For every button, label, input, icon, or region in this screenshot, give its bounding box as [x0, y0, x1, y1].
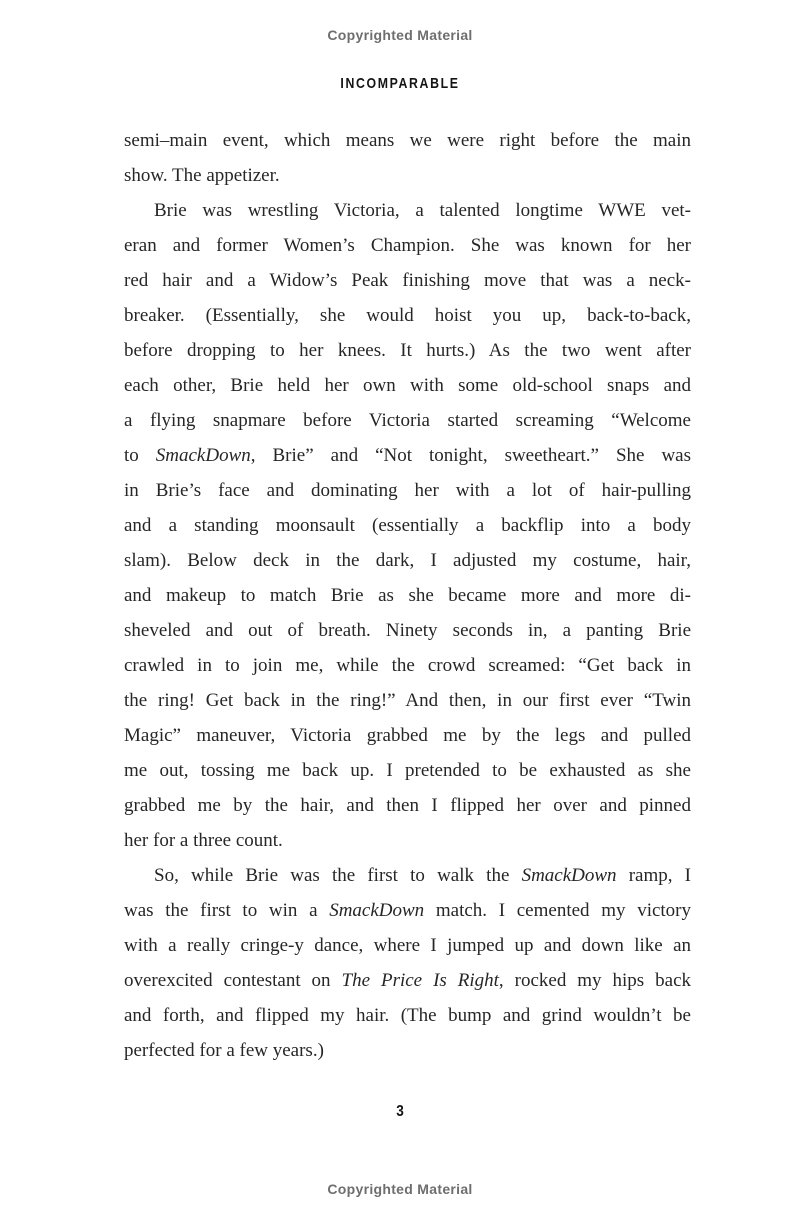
text-line: [124, 543, 691, 578]
text-line: [124, 858, 691, 893]
text-line: [124, 158, 691, 193]
text-line: [124, 298, 691, 333]
text-line: [124, 1033, 691, 1068]
text-line: [124, 228, 691, 263]
line-text: breaker. (Essentially, she would hoist you up, back-to-back,: [124, 305, 691, 326]
line-text: crawled in to join me, while the crowd screamed: “Get back in: [124, 655, 691, 676]
text-line: [124, 263, 691, 298]
line-text: Brie was wrestling Victoria, a talented longtime WWE vet-: [154, 200, 691, 221]
italic-text: SmackDown: [521, 865, 617, 886]
line-text: the ring! Get back in the ring!” And then, in our first ever “Twin: [124, 690, 691, 711]
line-text: red hair and a Widow’s Peak finishing move that was a neck-: [124, 270, 691, 291]
copyright-notice-bottom: Copyrighted Material: [327, 1181, 473, 1197]
line-text: show. The appetizer.: [124, 165, 280, 186]
text-line: [124, 718, 691, 753]
line-text: with a really cringe-y dance, where I jumped up and down like an: [124, 935, 691, 956]
text-line: [124, 473, 691, 508]
text-line: [124, 613, 691, 648]
italic-text: SmackDown: [155, 445, 251, 466]
line-text: semi–main event, which means we were right before the main: [124, 130, 691, 151]
line-text: a flying snapmare before Victoria started screaming “Welcome: [124, 410, 691, 431]
copyright-notice-top: Copyrighted Material: [327, 27, 473, 43]
text-line: [124, 333, 691, 368]
text-line: [124, 928, 691, 963]
text-line: [124, 893, 691, 928]
line-text: and makeup to match Brie as she became more and more di-: [124, 585, 691, 606]
text-line: [124, 368, 691, 403]
line-text: was the first to win a SmackDown match. I cemented my victory: [124, 900, 692, 921]
line-text: slam). Below deck in the dark, I adjusted my costume, hair,: [124, 550, 691, 571]
text-line: [124, 998, 691, 1033]
text-line: [124, 123, 691, 158]
line-text: and a standing moonsault (essentially a backflip into a body: [124, 515, 691, 536]
line-text: So, while Brie was the first to walk the SmackDown ramp, I: [154, 865, 692, 886]
text-line: [124, 823, 691, 858]
line-text: sheveled and out of breath. Ninety seconds in, a panting Brie: [124, 620, 691, 641]
text-line: [124, 403, 691, 438]
text-line: [124, 508, 691, 543]
line-text: in Brie’s face and dominating her with a lot of hair-pulling: [124, 480, 691, 501]
text-line: [124, 438, 691, 473]
italic-text: The Price Is Right: [341, 970, 499, 991]
line-text: grabbed me by the hair, and then I flipped her over and pinned: [124, 795, 691, 816]
text-line: [124, 963, 691, 998]
line-text: overexcited contestant on The Price Is Right, rocked my hips back: [124, 970, 692, 991]
text-line: [124, 193, 691, 228]
line-text: to SmackDown, Brie” and “Not tonight, sweetheart.” She was: [124, 445, 692, 466]
line-text: eran and former Women’s Champion. She was known for her: [124, 235, 691, 256]
line-text: each other, Brie held her own with some old-school snaps and: [124, 375, 691, 396]
running-header-book-title: INCOMPARABLE: [340, 75, 460, 92]
body-text: [124, 123, 691, 1068]
line-text: her for a three count.: [124, 830, 283, 851]
line-text: me out, tossing me back up. I pretended to be exhausted as she: [124, 760, 691, 781]
text-line: [124, 648, 691, 683]
line-text: Magic” maneuver, Victoria grabbed me by the legs and pulled: [124, 725, 691, 746]
text-line: [124, 578, 691, 613]
line-text: before dropping to her knees. It hurts.) As the two went after: [124, 340, 691, 361]
text-line: [124, 753, 691, 788]
line-text: and forth, and flipped my hair. (The bump and grind wouldn’t be: [124, 1005, 691, 1026]
italic-text: SmackDown: [329, 900, 425, 921]
text-line: [124, 683, 691, 718]
text-line: [124, 788, 691, 823]
line-text: perfected for a few years.): [124, 1040, 324, 1061]
page-number: 3: [396, 1103, 404, 1120]
